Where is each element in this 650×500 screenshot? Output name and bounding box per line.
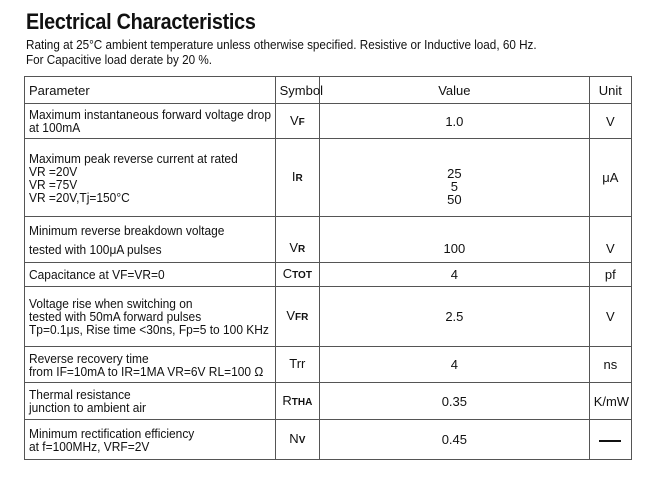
value-cell [320,263,590,287]
symbol-subscript: V [298,435,306,446]
derating-note: For Capacitive load derate by 20 %. [26,52,213,67]
symbol-subscript: THA [291,396,313,408]
header-symbol: Symbol [275,77,319,104]
value-text: 50 [447,192,462,207]
header-parameter: Parameter [25,77,276,104]
parameter-line: Capacitance at VF=VR=0 [29,267,165,282]
parameter-line: VR =20V,Tj=150°C [29,189,130,205]
parameter-cell [25,139,276,217]
parameter-line: at 100mA [29,120,81,135]
table-row [25,217,632,263]
parameter-line: junction to ambient air [29,400,147,415]
characteristics-table [24,76,632,460]
value-cell [320,287,590,347]
parameter-line: Thermal resistance [29,387,131,402]
value-text: 5 [450,179,458,194]
table-row [25,347,632,383]
symbol-cell [275,383,319,420]
symbol-main: Trr [289,356,306,371]
table-row [25,287,632,347]
value-text: 1.0 [445,113,464,129]
parameter-cell [25,287,276,347]
parameter-cell [25,104,276,139]
unit-cell: V [589,287,631,347]
symbol-cell [275,263,319,287]
symbol-subscript: TOT [292,270,312,281]
parameter-line: VR =75V [29,176,78,192]
parameter-line: Minimum reverse breakdown voltage [29,222,225,238]
value-cell [320,347,590,383]
parameter-line: tested with 100μA pulses [29,241,162,257]
value-cell [320,104,590,139]
page-title: Electrical Characteristics [26,9,256,34]
header-unit: Unit [589,77,631,104]
parameter-cell [25,420,276,460]
unit-text: V [606,241,615,256]
symbol-cell [275,104,319,139]
symbol-subscript: R [298,244,306,255]
parameter-cell [25,383,276,420]
symbol-subscript: R [295,173,303,184]
unit-cell [589,420,631,460]
parameter-line: at f=100MHz, VRF=2V [29,438,150,454]
parameter-line: Maximum instantaneous forward voltage drop [29,107,271,122]
parameter-cell [25,347,276,383]
value-text: 100 [443,241,466,256]
symbol-main: N [289,431,299,446]
symbol-main: V [289,240,299,255]
symbol-main: V [286,308,295,323]
parameter-line: Reverse recovery time [29,350,149,366]
value-cell [320,217,590,263]
symbol-main: C [282,266,293,281]
value-text: 0.45 [441,432,468,447]
parameter-line: from IF=10mA to IR=1MA VR=6V RL=100 Ω [29,363,264,379]
value-text: 2.5 [445,309,464,324]
table-row [25,383,632,420]
table-row [25,139,632,217]
rating-note: Rating at 25°C ambient temperature unless otherwise specified. Resistive or Inductive load, 60 Hz. [26,37,537,52]
unit-cell: K/mW [589,383,631,420]
symbol-main: I [291,169,296,184]
table-row [25,420,632,460]
value-text: 25 [447,166,462,181]
symbol-cell [275,347,319,383]
unit-cell: μA [589,139,631,217]
symbol-subscript: F [298,116,305,128]
symbol-cell [275,287,319,347]
value-cell [320,420,590,460]
header-row [25,77,632,104]
symbol-cell [275,139,319,217]
parameter-line: Tp=0.1μs, Rise time <30ns, Fp=5 to 100 KHz [29,322,269,337]
unit-cell [589,217,631,263]
unit-cell: ns [589,347,631,383]
parameter-cell [25,217,276,263]
symbol-cell [275,217,319,263]
value-cell [320,383,590,420]
symbol-main: R [282,392,292,408]
dash-mark-icon [599,440,621,442]
parameter-cell [25,263,276,287]
value-text: 4 [450,357,458,372]
symbol-main: V [289,112,299,128]
value-cell [320,139,590,217]
parameter-line: Voltage rise when switching on [29,296,193,311]
parameter-line: Minimum rectification efficiency [29,425,195,441]
parameter-line: VR =20V [29,163,78,179]
parameter-line: Maximum peak reverse current at rated [29,150,238,166]
table-row [25,104,632,139]
parameter-line: tested with 50mA forward pulses [29,309,202,324]
symbol-subscript: FR [294,312,309,323]
value-text: 0.35 [441,393,468,409]
symbol-cell [275,420,319,460]
table-row [25,263,632,287]
unit-cell: V [589,104,631,139]
header-value: Value [320,77,590,104]
unit-cell: pf [589,263,631,287]
value-text: 4 [450,267,458,282]
